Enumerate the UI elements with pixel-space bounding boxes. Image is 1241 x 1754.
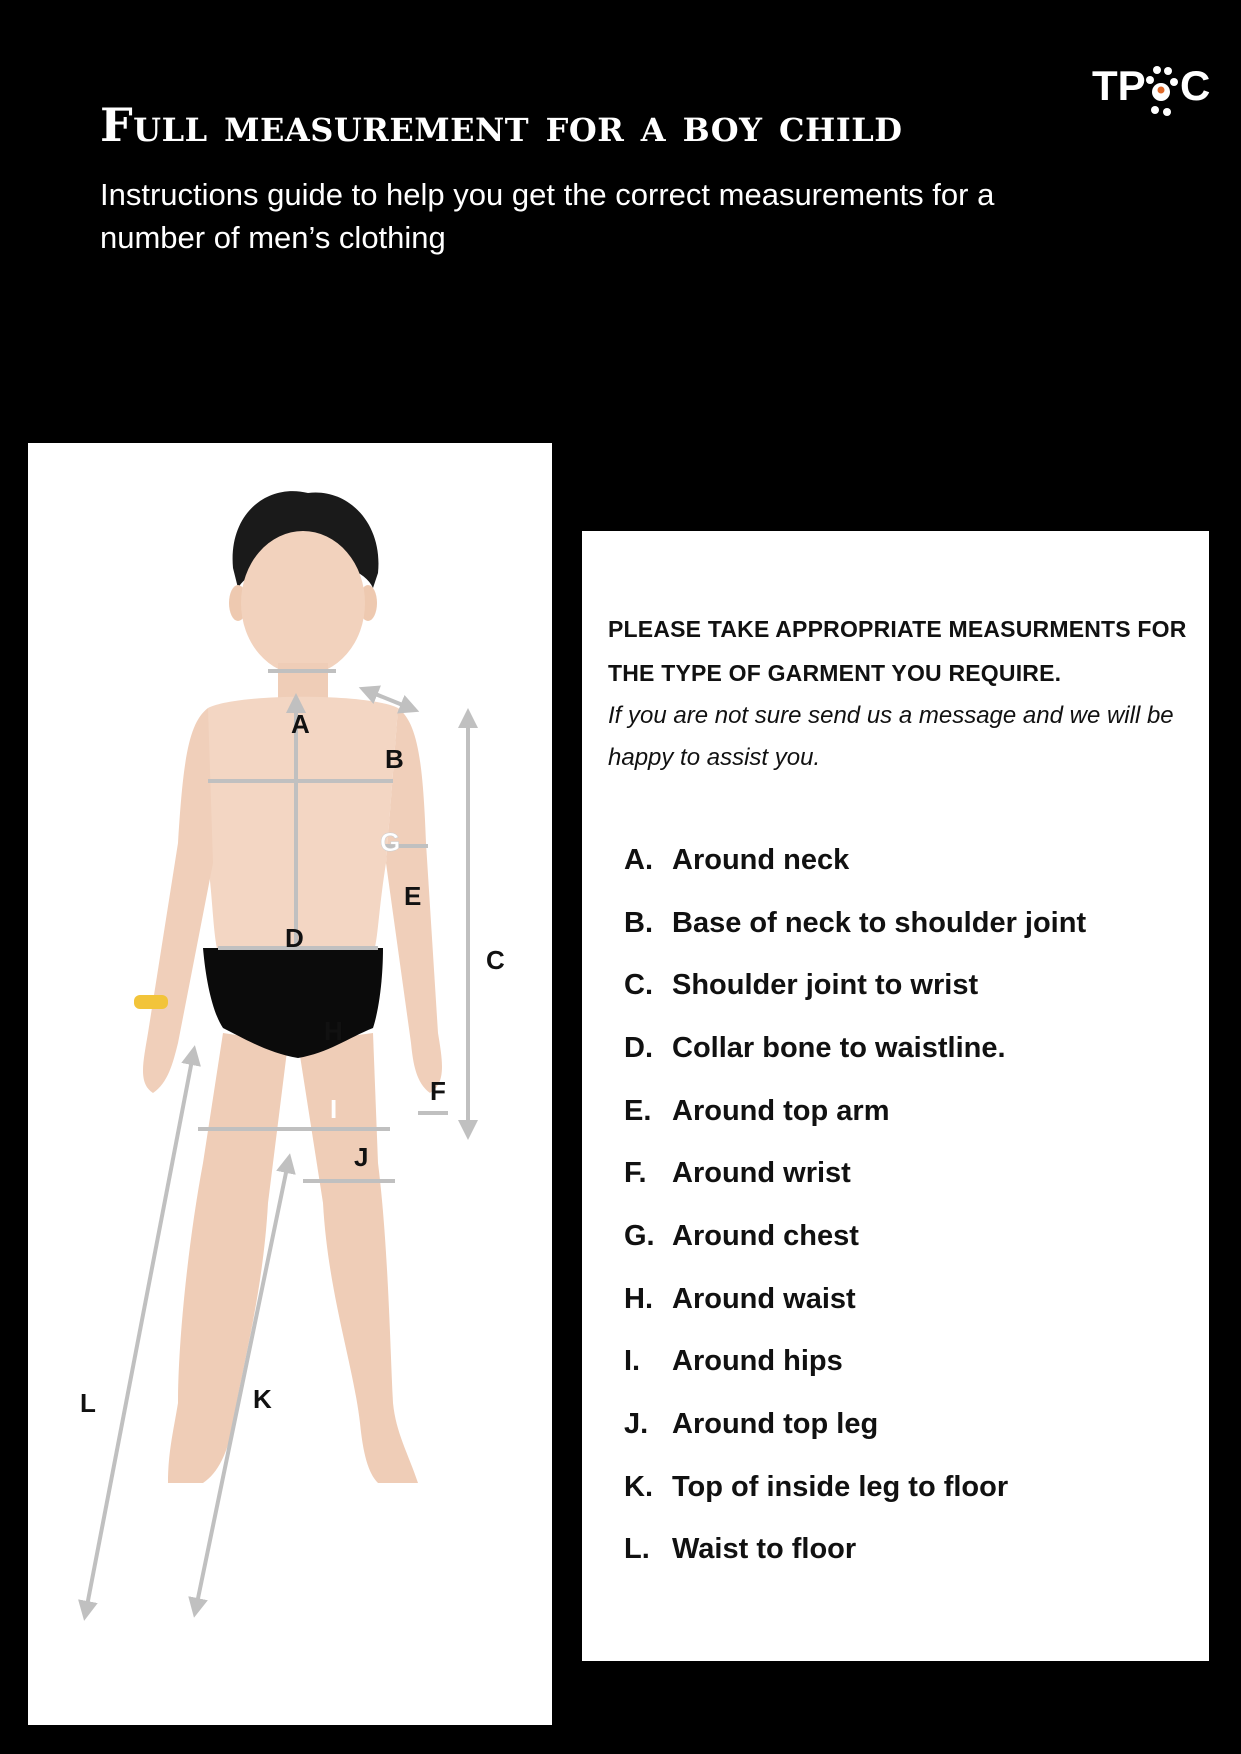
label-h: H (324, 1016, 343, 1046)
boy-measurement-figure (28, 443, 552, 1725)
list-item-text: Around chest (672, 1219, 859, 1252)
list-item-text: Around top leg (672, 1408, 879, 1441)
instructions-panel (582, 531, 1209, 1661)
list-item (624, 1519, 1187, 1582)
list-item (624, 1080, 1187, 1143)
instructions-note: If you are not sure send us a message and we will be happy to assist you. (608, 702, 1174, 771)
list-item (624, 1142, 1187, 1205)
list-item (624, 1331, 1187, 1394)
list-item-text: Around top arm (672, 1094, 890, 1127)
paw-print-icon (1146, 66, 1178, 116)
label-i: I (330, 1094, 338, 1124)
list-item (624, 829, 1187, 892)
label-d: D (285, 923, 304, 953)
tpc-logo (1092, 52, 1222, 122)
label-k: K (253, 1384, 272, 1414)
list-item-letter: G. (624, 1219, 655, 1252)
list-item-letter: D. (624, 1031, 653, 1064)
list-item (624, 1017, 1187, 1080)
list-item-letter: F. (624, 1157, 647, 1190)
list-item-letter: I. (624, 1345, 641, 1378)
label-f: F (430, 1076, 446, 1106)
label-e: E (404, 881, 422, 911)
measurement-list (608, 829, 1187, 1581)
label-l: L (80, 1388, 96, 1418)
child-silhouette (134, 491, 442, 1483)
list-item (624, 1205, 1187, 1268)
measurement-figure-panel (28, 443, 552, 1725)
list-item (624, 1456, 1187, 1519)
list-item (624, 892, 1187, 955)
instructions-heading: PLEASE TAKE APPROPRIATE MEASURMENTS FOR THE TYPE OF GARMENT YOU REQUIRE. (608, 616, 1187, 686)
list-item-letter: E. (624, 1094, 652, 1127)
list-item-text: Around neck (672, 843, 850, 876)
svg-text:TP: TP (1092, 62, 1146, 109)
list-item-text: Shoulder joint to wrist (672, 969, 979, 1002)
label-a: A (291, 709, 310, 739)
list-item-letter: C. (624, 969, 653, 1002)
label-g: G (380, 827, 401, 857)
list-item-text: Top of inside leg to floor (672, 1470, 1009, 1503)
label-j: J (354, 1142, 369, 1172)
list-item-text: Base of neck to shoulder joint (672, 906, 1087, 939)
list-item-text: Waist to floor (672, 1533, 857, 1566)
list-item-text: Around waist (672, 1282, 856, 1315)
label-c: C (486, 945, 505, 975)
list-item (624, 954, 1187, 1017)
list-item-letter: H. (624, 1282, 653, 1315)
list-item-text: Collar bone to waistline. (672, 1031, 1006, 1064)
list-item (624, 1268, 1187, 1331)
list-item-letter: K. (624, 1470, 653, 1503)
list-item-letter: B. (624, 906, 653, 939)
list-item-letter: J. (624, 1408, 649, 1441)
list-item (624, 1393, 1187, 1456)
list-item-letter: L. (624, 1533, 650, 1566)
label-b: B (385, 744, 404, 774)
svg-text:C: C (1180, 62, 1211, 109)
page-title: Full measurement for a boy child (100, 98, 903, 152)
list-item-text: Around wrist (672, 1157, 851, 1190)
list-item-letter: A. (624, 843, 653, 876)
list-item-text: Around hips (672, 1345, 843, 1378)
page-subtitle: Instructions guide to help you get the correct measurements for a number of men’s clothing (100, 177, 995, 255)
